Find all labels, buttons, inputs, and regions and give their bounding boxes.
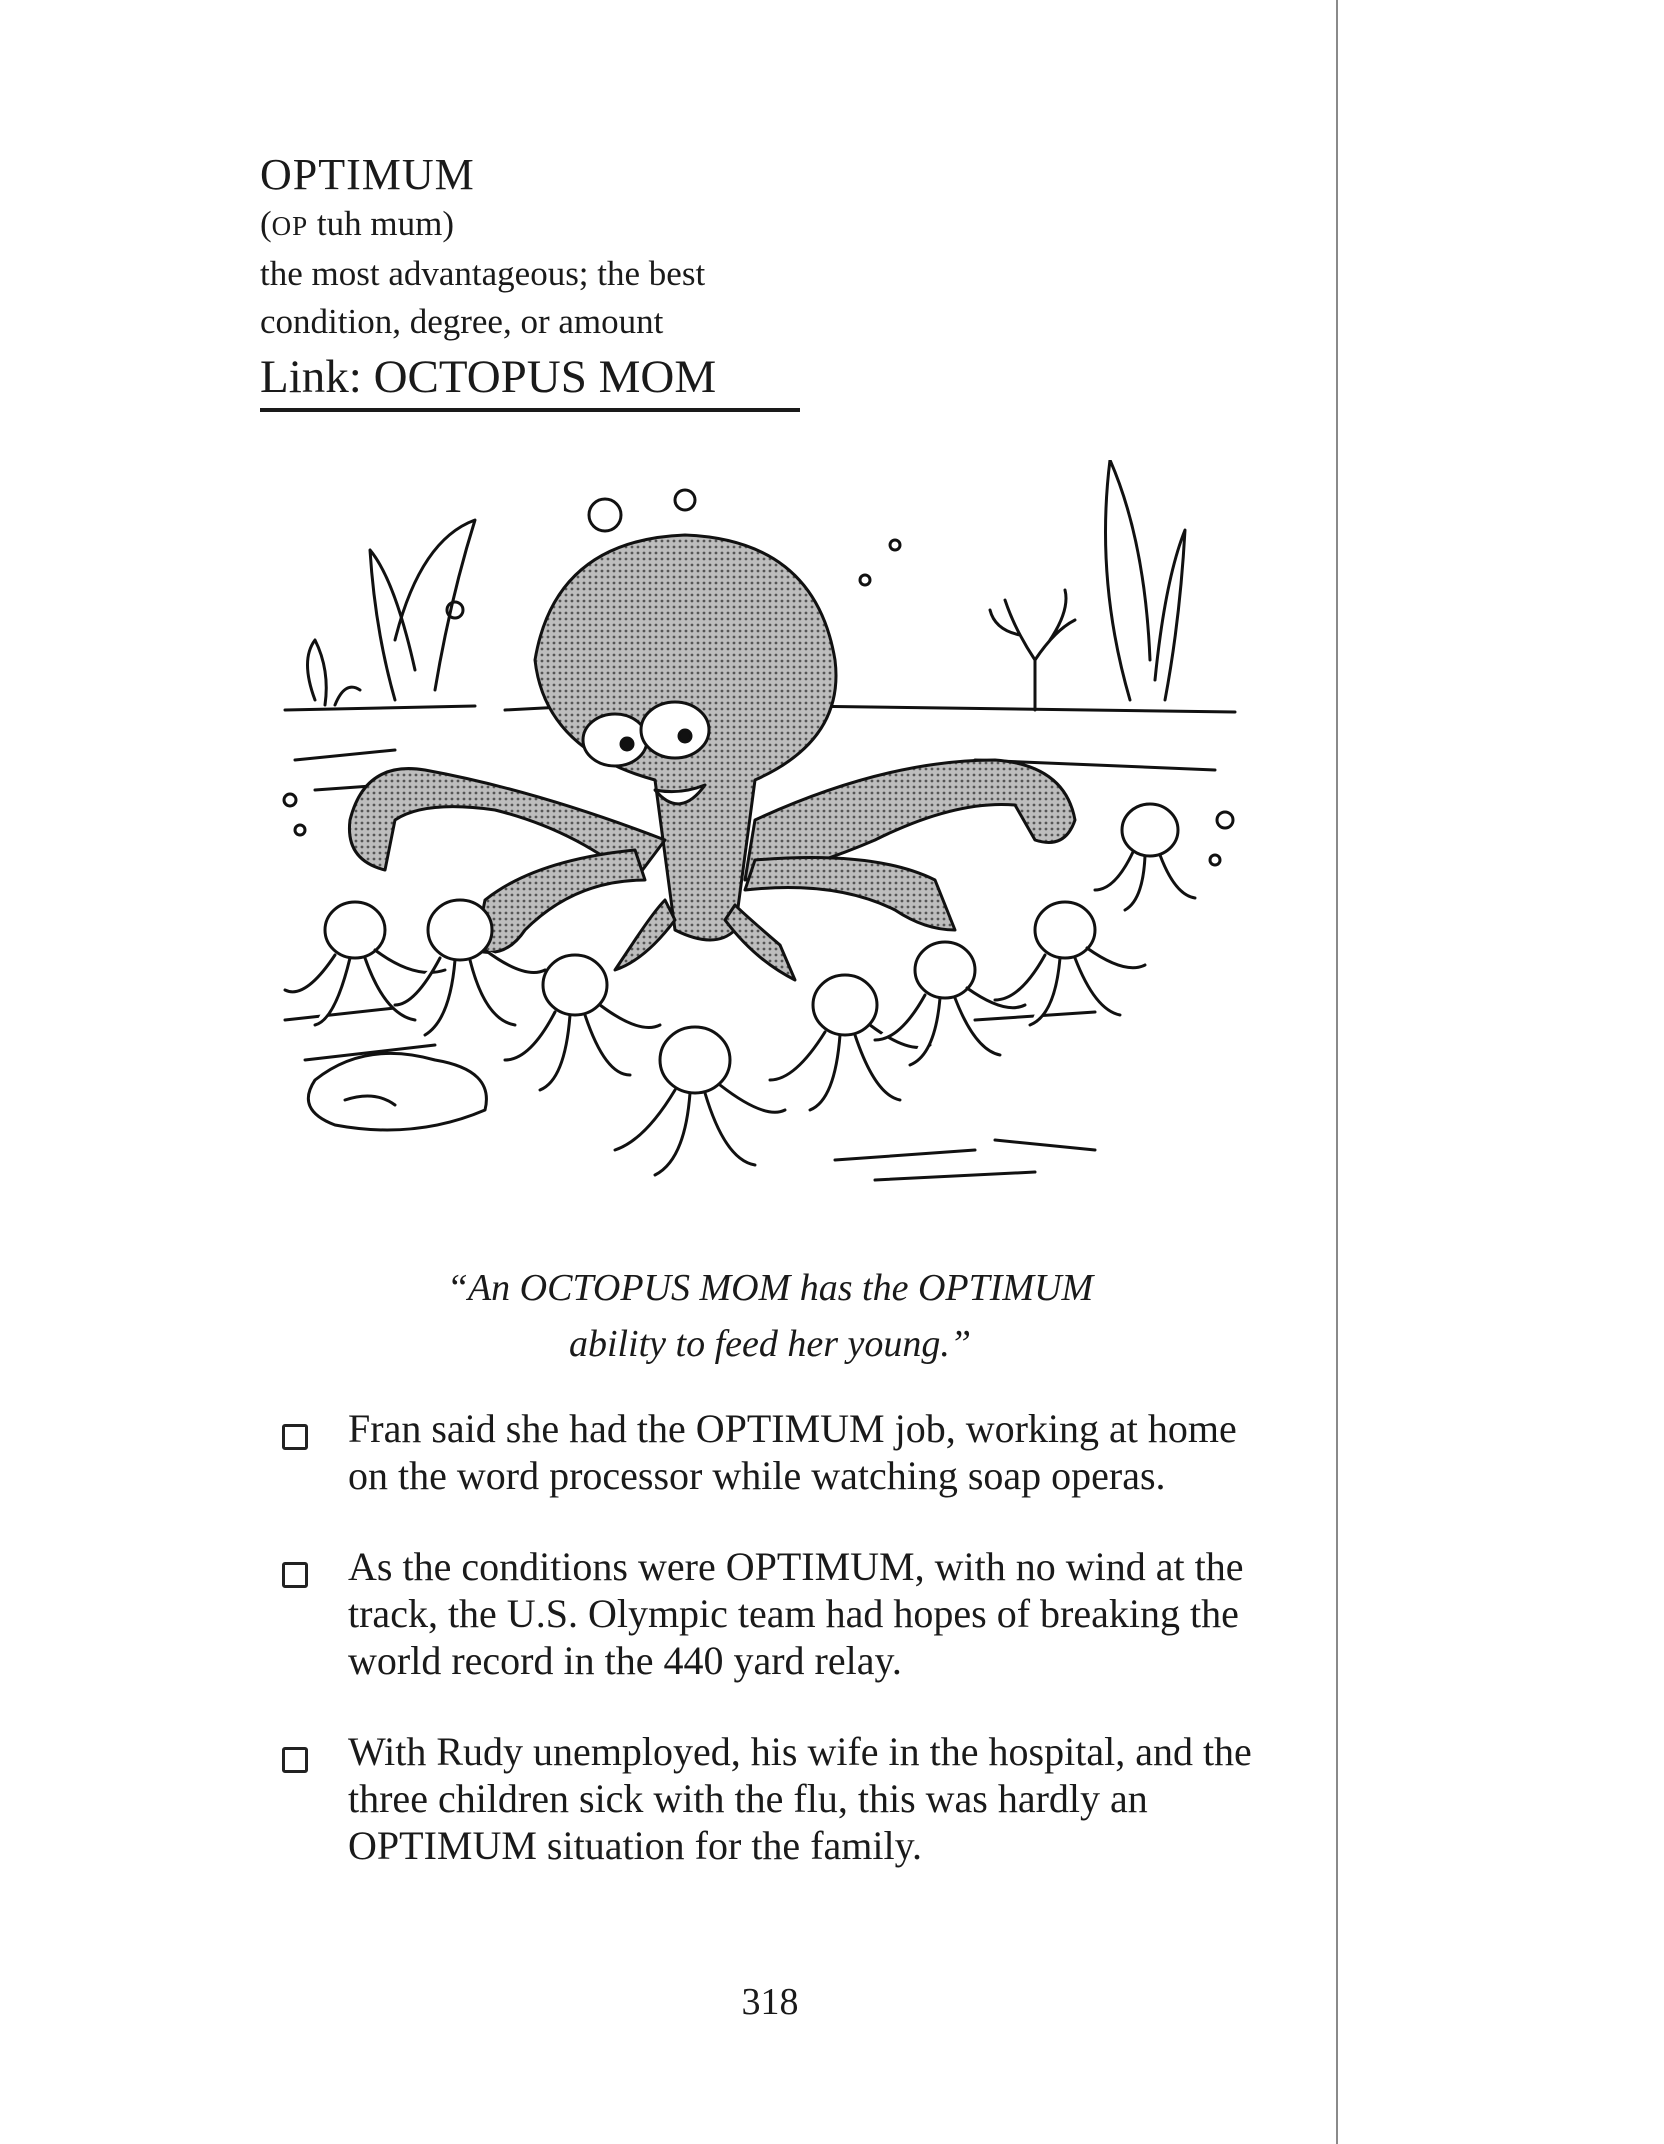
example-sentences [282, 1405, 1302, 1913]
vocab-entry [260, 150, 820, 412]
example-text: With Rudy unemployed, his wife in the hospital, and the three children sick with the flu, this was hardly an OPTIMUM situation for the family. [348, 1729, 1252, 1868]
page-edge-line [1336, 0, 1338, 2144]
definition-line: condition, degree, or amount [260, 302, 664, 341]
caption-line: “An OCTOPUS MOM has the OPTIMUM [446, 1267, 1094, 1309]
page-number: 318 [741, 1981, 799, 2023]
checkbox-icon[interactable] [282, 1562, 308, 1588]
link-label: Link: [260, 351, 374, 403]
pronunciation-stress: OP [271, 211, 309, 241]
list-item [282, 1543, 1302, 1684]
illustration-caption [300, 1260, 1240, 1372]
definition-line: the most advantageous; the best [260, 254, 706, 293]
list-item [282, 1405, 1302, 1499]
mnemonic-link [260, 348, 800, 412]
example-text: Fran said she had the OPTIMUM job, working at home on the word processor while watching soap operas. [348, 1406, 1237, 1498]
example-text: As the conditions were OPTIMUM, with no wind at the track, the U.S. Olympic team had hopes of breaking the world record in the 440 yard relay. [348, 1544, 1244, 1683]
entry-word: OPTIMUM [260, 150, 475, 199]
caption-line: ability to feed her young.” [568, 1323, 972, 1365]
pronunciation: (OP tuh mum) [260, 204, 454, 243]
list-item [282, 1728, 1302, 1869]
checkbox-icon[interactable] [282, 1424, 308, 1450]
checkbox-icon[interactable] [282, 1747, 308, 1773]
octopus-mom-cartoon-icon [275, 460, 1255, 1230]
link-value: OCTOPUS MOM [373, 351, 717, 403]
